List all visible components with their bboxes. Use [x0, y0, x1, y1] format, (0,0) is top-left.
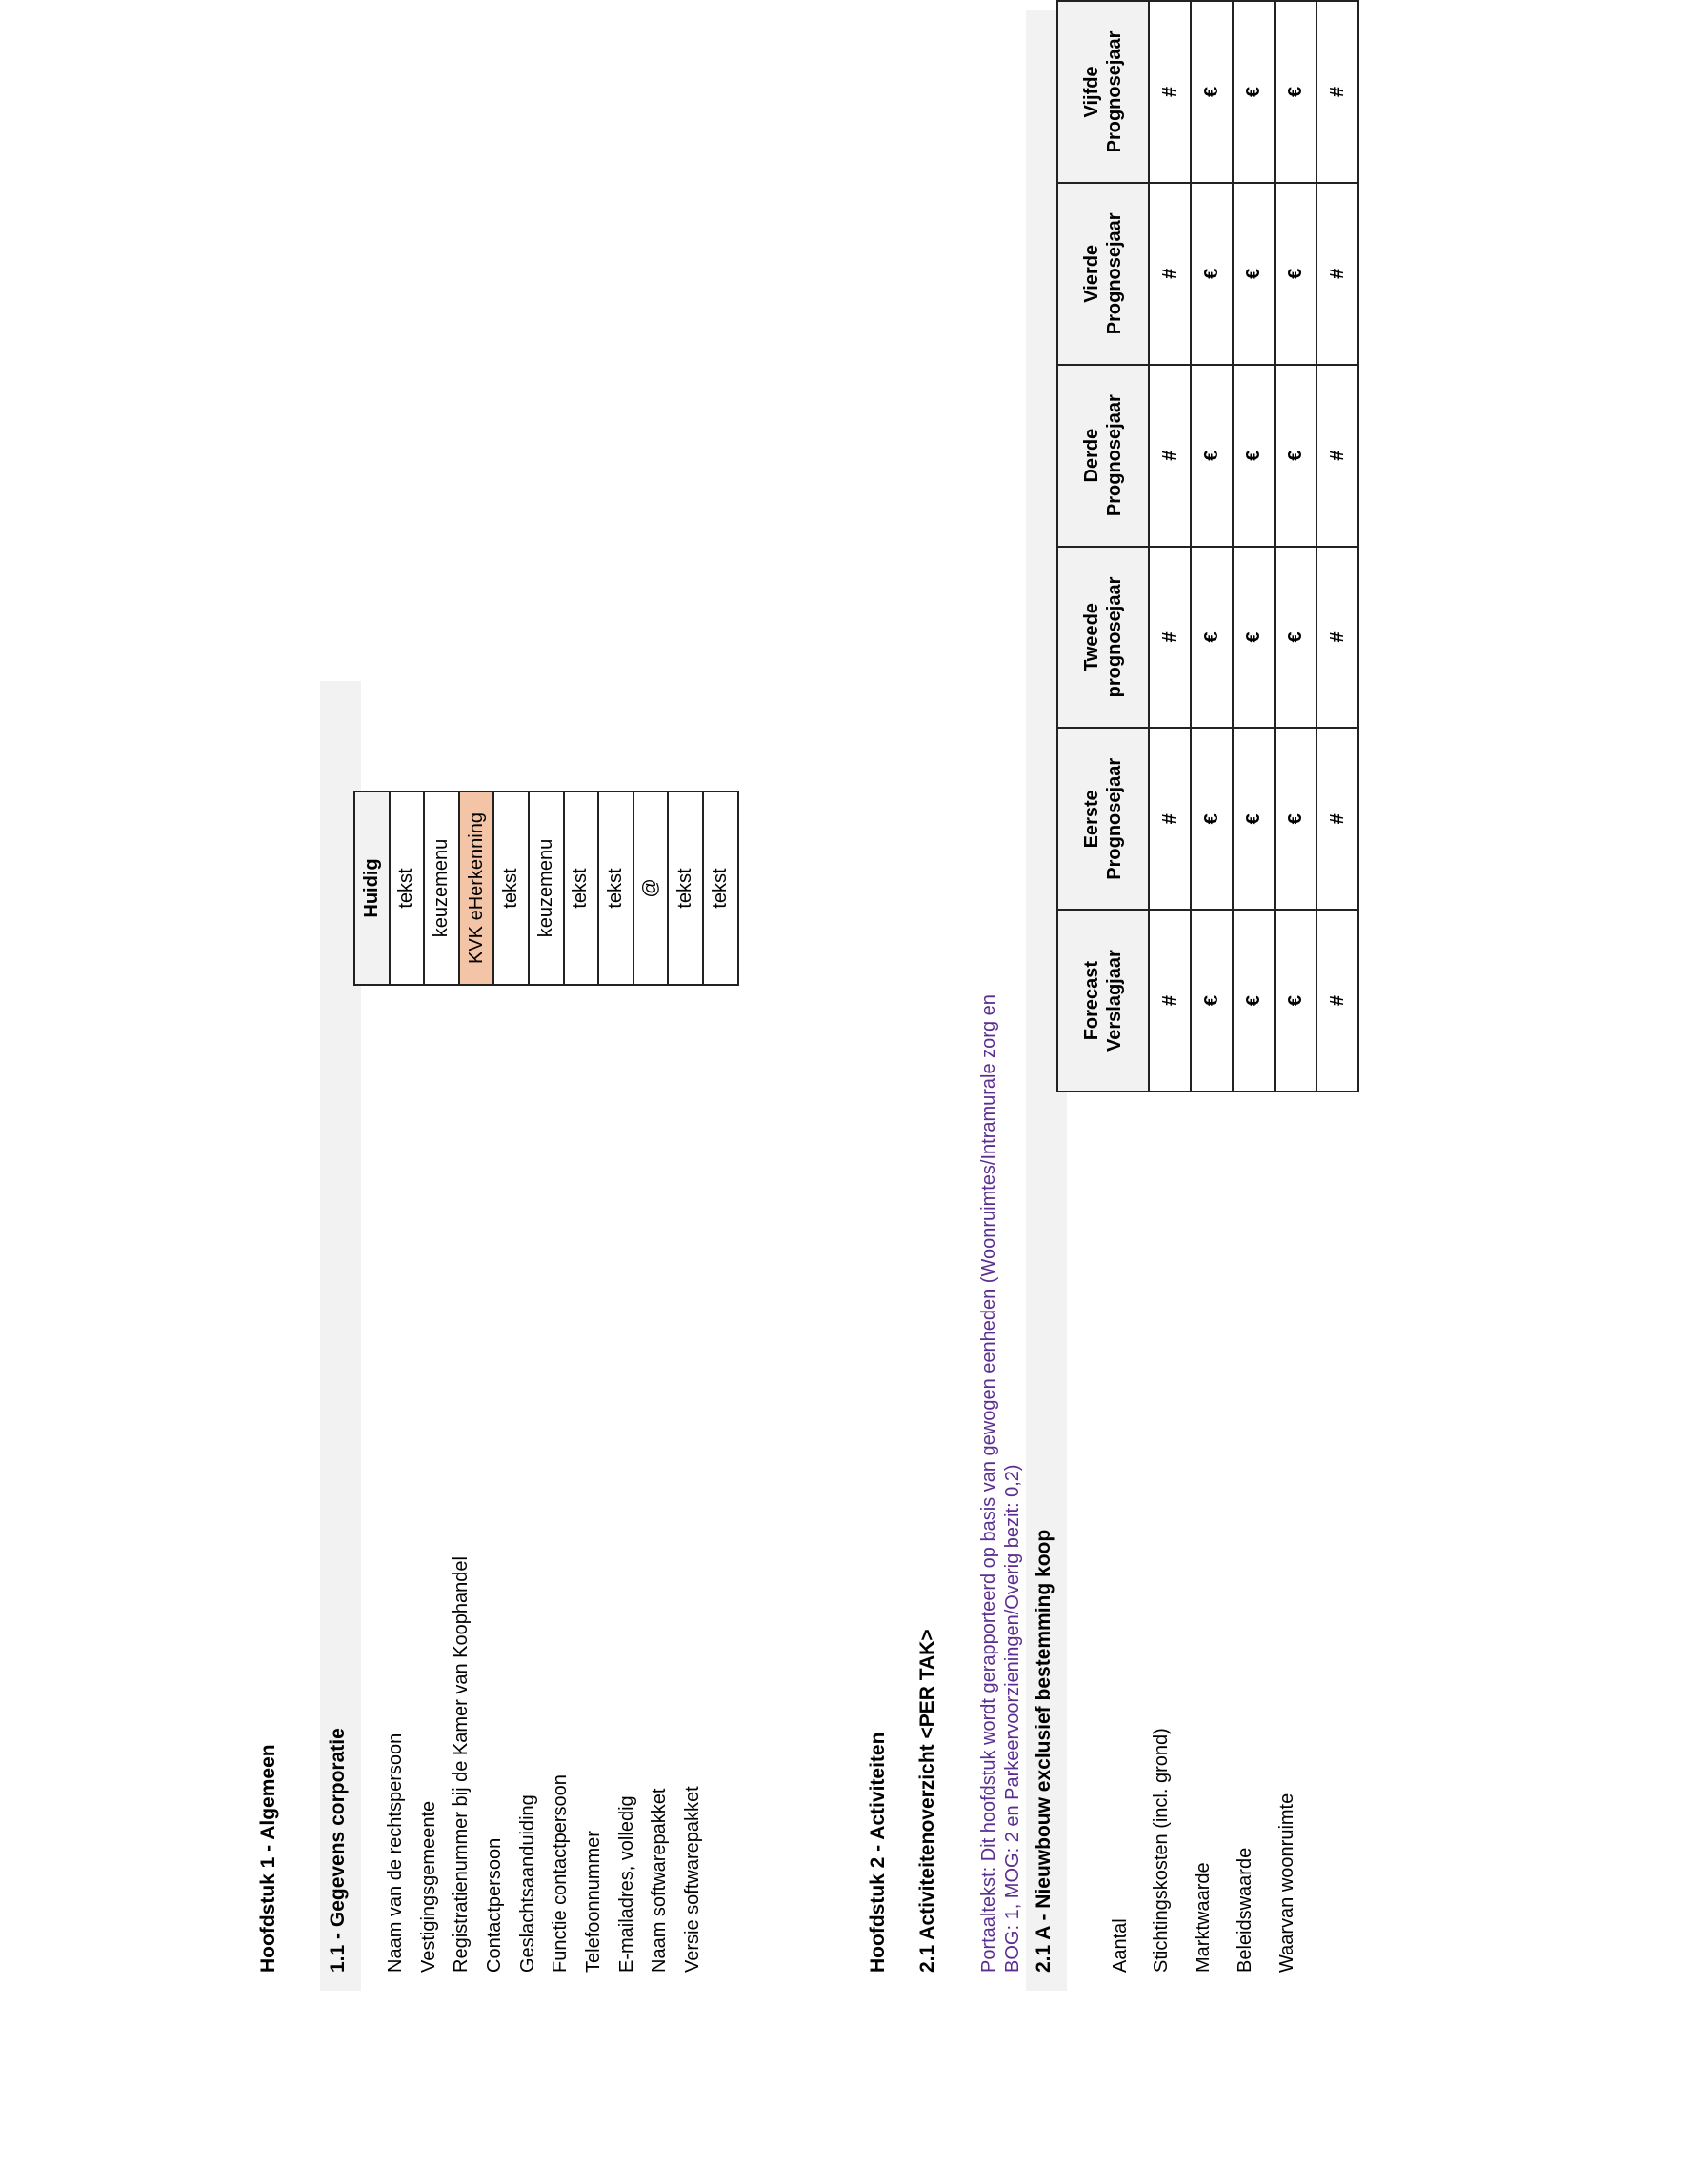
- column-header-huidig: Huidig: [354, 791, 390, 985]
- table-cell[interactable]: €: [1275, 1, 1316, 183]
- table-cell[interactable]: €: [1191, 910, 1233, 1092]
- field-value-input[interactable]: tekst: [564, 791, 599, 985]
- table-cell[interactable]: #: [1316, 547, 1358, 729]
- column-header: Vijfde Prognosejaar: [1057, 1, 1149, 183]
- table-cell[interactable]: €: [1233, 183, 1275, 365]
- table-cell[interactable]: #: [1316, 728, 1358, 910]
- field-value-input[interactable]: tekst: [493, 791, 529, 985]
- table-cell[interactable]: €: [1233, 547, 1275, 729]
- column-header: Eerste Prognosejaar: [1057, 728, 1149, 910]
- chapter1-title: Hoofdstuk 1 - Algemeen: [257, 1744, 279, 1973]
- table-cell[interactable]: €: [1275, 547, 1316, 729]
- section-2-1-title: 2.1 Activiteitenoverzicht <PER TAK>: [916, 1629, 938, 1973]
- subsection-2-1a-title: 2.1 A - Nieuwbouw exclusief bestemming koop: [1033, 1529, 1055, 1973]
- table-cell[interactable]: €: [1275, 728, 1316, 910]
- field-value-input[interactable]: tekst: [703, 791, 738, 985]
- field-label: Contactpersoon: [484, 1837, 505, 1973]
- field-label: Versie softwarepakket: [682, 1786, 703, 1973]
- field-value-dropdown[interactable]: keuzemenu: [424, 791, 459, 985]
- field-value-input[interactable]: tekst: [598, 791, 633, 985]
- column-header: Vierde Prognosejaar: [1057, 183, 1149, 365]
- table-cell[interactable]: €: [1233, 910, 1275, 1092]
- field-label: Functie contactpersoon: [550, 1774, 571, 1973]
- table-cell[interactable]: €: [1233, 1, 1275, 183]
- field-value-email[interactable]: @: [633, 791, 669, 985]
- column-header: Tweede prognosejaar: [1057, 547, 1149, 729]
- table-cell[interactable]: €: [1275, 365, 1316, 547]
- table-cell[interactable]: #: [1316, 365, 1358, 547]
- row-label: Marktwaarde: [1193, 1862, 1214, 1973]
- field-label: Registratienummer bij de Kamer van Koophandel: [451, 1556, 472, 1973]
- table-cell[interactable]: €: [1275, 910, 1316, 1092]
- field-value-dropdown[interactable]: keuzemenu: [529, 791, 564, 985]
- table-cell[interactable]: €: [1233, 728, 1275, 910]
- field-label: Geslachtsaanduiding: [517, 1794, 538, 1973]
- portal-text-line2: BOG: 1, MOG: 2 en Parkeervoorzieningen/Overig bezit: 0,2): [1002, 1464, 1023, 1973]
- field-label: Naam softwarepakket: [649, 1788, 670, 1973]
- forecast-table: [1056, 0, 1359, 1092]
- table-cell[interactable]: €: [1191, 728, 1233, 910]
- table-cell[interactable]: €: [1275, 183, 1316, 365]
- table-cell[interactable]: €: [1191, 183, 1233, 365]
- table-cell[interactable]: €: [1233, 365, 1275, 547]
- row-label: Waarvan woonruimte: [1276, 1793, 1297, 1973]
- row-label: Aantal: [1110, 1918, 1131, 1973]
- table-cell[interactable]: #: [1316, 1, 1358, 183]
- section-1-1-title: 1.1 - Gegevens corporatie: [327, 1728, 349, 1973]
- chapter2-title: Hoofdstuk 2 - Activiteiten: [867, 1732, 889, 1973]
- column-header: Forecast Verslagjaar: [1057, 910, 1149, 1092]
- table-cell[interactable]: #: [1149, 365, 1191, 547]
- table-cell[interactable]: #: [1316, 183, 1358, 365]
- field-label: E-mailadres, volledig: [616, 1795, 637, 1973]
- table-cell[interactable]: #: [1149, 547, 1191, 729]
- table-cell[interactable]: #: [1149, 1, 1191, 183]
- table-cell[interactable]: #: [1149, 910, 1191, 1092]
- table-cell[interactable]: #: [1316, 910, 1358, 1092]
- huidig-table: [353, 791, 739, 986]
- table-cell[interactable]: #: [1149, 183, 1191, 365]
- row-label: Beleidswaarde: [1235, 1847, 1256, 1973]
- row-label: Stichtingskosten (incl. grond): [1151, 1728, 1172, 1973]
- field-value-input[interactable]: tekst: [390, 791, 425, 985]
- field-value-input[interactable]: tekst: [668, 791, 703, 985]
- portal-text-line1: Portaaltekst: Dit hoofdstuk wordt gerapporteerd op basis van gewogen eenheden (Woonruimtes/Intramurale zorg en: [978, 994, 999, 1973]
- table-cell[interactable]: €: [1191, 547, 1233, 729]
- table-cell[interactable]: €: [1191, 365, 1233, 547]
- field-label: Naam van de rechtspersoon: [385, 1733, 406, 1973]
- field-label: Vestigingsgemeente: [418, 1800, 439, 1973]
- column-header: Derde Prognosejaar: [1057, 365, 1149, 547]
- field-value-kvk[interactable]: KVK eHerkenning: [459, 791, 494, 985]
- table-cell[interactable]: #: [1149, 728, 1191, 910]
- table-cell[interactable]: €: [1191, 1, 1233, 183]
- field-label: Telefoonnummer: [583, 1831, 604, 1973]
